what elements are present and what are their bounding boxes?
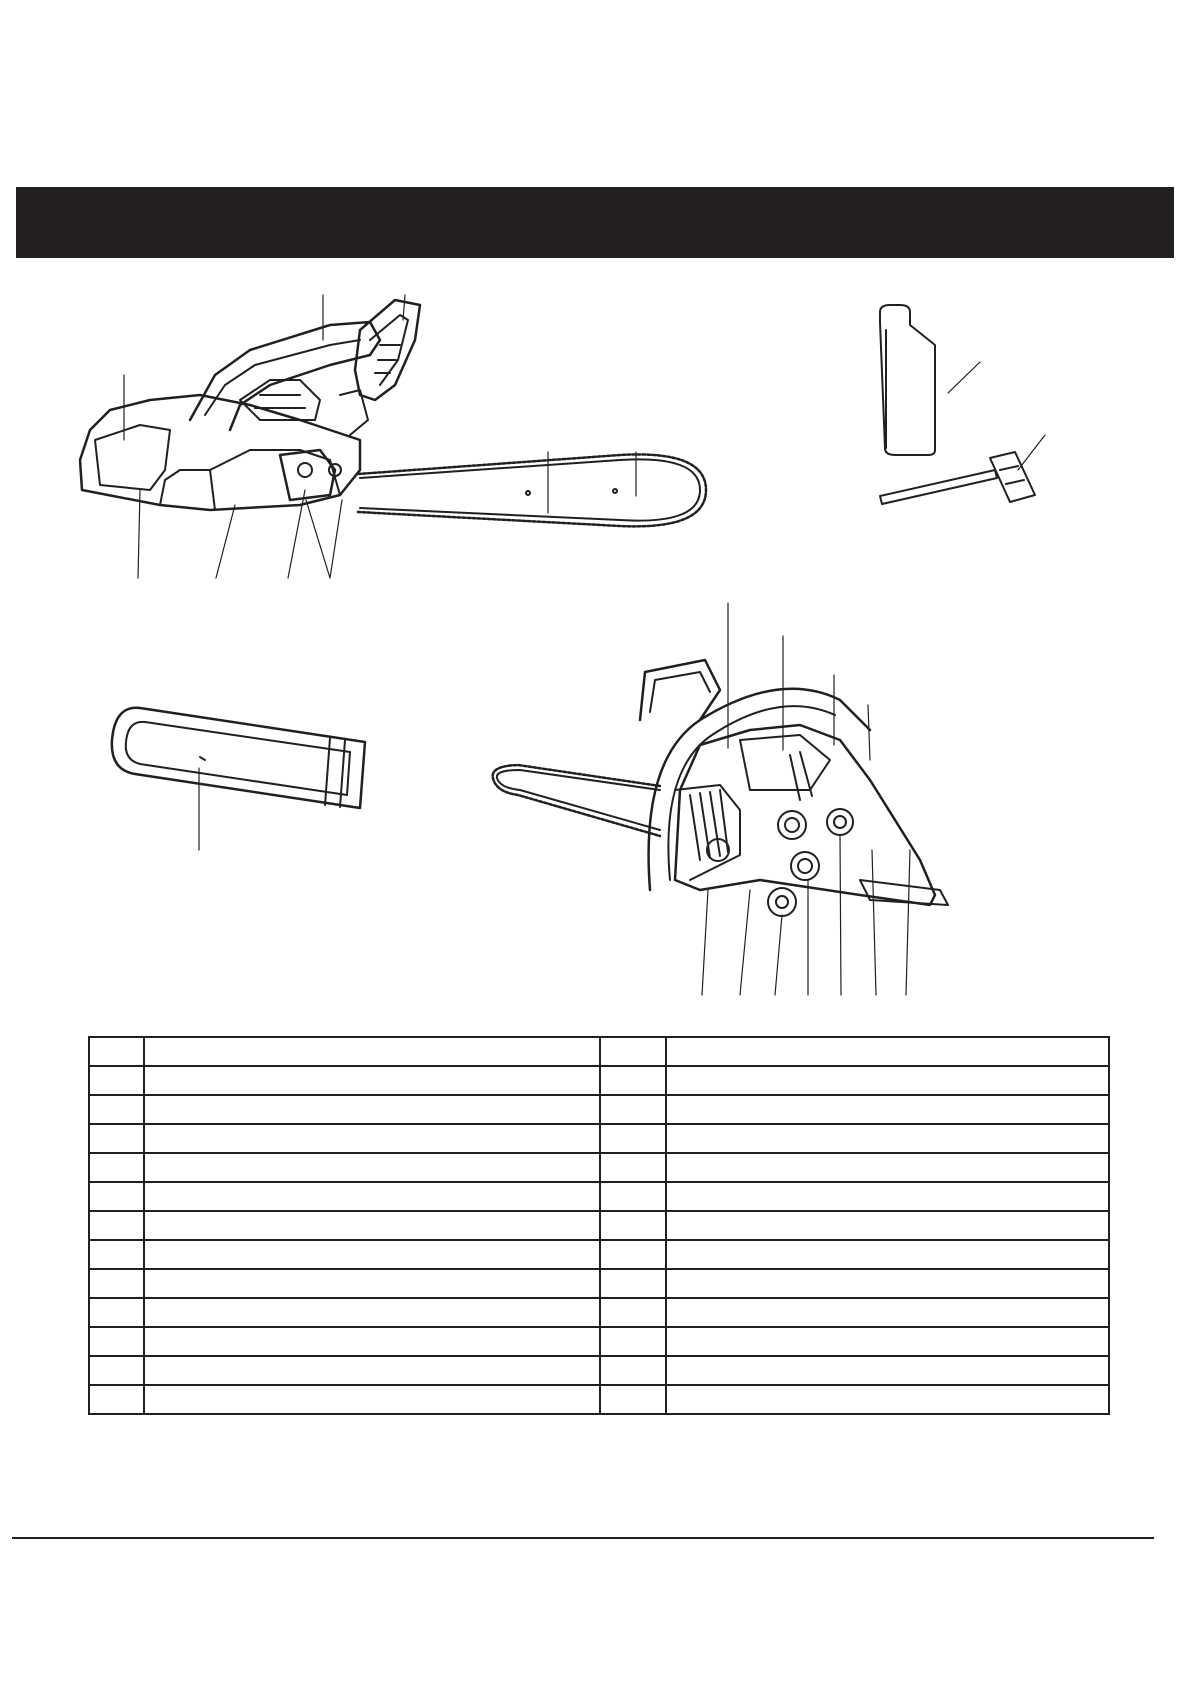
part-number-left <box>89 1240 144 1269</box>
part-number-left <box>89 1153 144 1182</box>
part-name-right <box>666 1095 1109 1124</box>
part-number-right <box>600 1182 666 1211</box>
table-row <box>89 1211 1109 1240</box>
part-name-left <box>144 1385 600 1414</box>
part-number-right <box>600 1298 666 1327</box>
table-row <box>89 1269 1109 1298</box>
part-name-left <box>144 1211 600 1240</box>
footer-rule <box>12 1537 1154 1539</box>
part-name-left <box>144 1298 600 1327</box>
part-number-right <box>600 1385 666 1414</box>
part-number-left <box>89 1211 144 1240</box>
part-number-right <box>600 1327 666 1356</box>
spark-plug-wrench-icon <box>880 435 1045 504</box>
chainsaw-left-view-icon <box>80 295 706 578</box>
parts-table <box>88 1036 1110 1415</box>
part-name-right <box>666 1356 1109 1385</box>
part-number-left <box>89 1385 144 1414</box>
part-name-left <box>144 1269 600 1298</box>
oil-bottle-icon <box>880 305 980 455</box>
part-number-left <box>89 1298 144 1327</box>
table-row <box>89 1327 1109 1356</box>
part-name-right <box>666 1182 1109 1211</box>
part-number-right <box>600 1356 666 1385</box>
guide-bar-cover-icon <box>112 708 365 850</box>
part-number-left <box>89 1066 144 1095</box>
part-name-right <box>666 1066 1109 1095</box>
part-number-right <box>600 1269 666 1298</box>
table-row <box>89 1153 1109 1182</box>
table-row <box>89 1066 1109 1095</box>
part-number-right <box>600 1211 666 1240</box>
part-name-right <box>666 1124 1109 1153</box>
part-number-left <box>89 1327 144 1356</box>
table-row <box>89 1240 1109 1269</box>
part-name-left <box>144 1095 600 1124</box>
part-name-right <box>666 1037 1109 1066</box>
part-name-right <box>666 1327 1109 1356</box>
table-row <box>89 1124 1109 1153</box>
part-name-right <box>666 1269 1109 1298</box>
table-row <box>89 1037 1109 1066</box>
table-row <box>89 1095 1109 1124</box>
part-number-right <box>600 1240 666 1269</box>
part-name-right <box>666 1153 1109 1182</box>
part-name-left <box>144 1153 600 1182</box>
part-number-right <box>600 1066 666 1095</box>
part-number-right <box>600 1124 666 1153</box>
part-name-left <box>144 1182 600 1211</box>
part-name-left <box>144 1240 600 1269</box>
part-number-right <box>600 1095 666 1124</box>
part-name-right <box>666 1240 1109 1269</box>
part-number-right <box>600 1037 666 1066</box>
part-number-left <box>89 1095 144 1124</box>
part-number-left <box>89 1037 144 1066</box>
part-number-left <box>89 1356 144 1385</box>
part-name-left <box>144 1327 600 1356</box>
part-number-right <box>600 1153 666 1182</box>
part-name-right <box>666 1298 1109 1327</box>
part-name-right <box>666 1211 1109 1240</box>
part-number-left <box>89 1182 144 1211</box>
part-name-left <box>144 1066 600 1095</box>
table-row <box>89 1182 1109 1211</box>
part-name-right <box>666 1385 1109 1414</box>
table-row <box>89 1385 1109 1414</box>
part-name-left <box>144 1356 600 1385</box>
chainsaw-right-view-icon <box>493 603 948 995</box>
part-number-left <box>89 1269 144 1298</box>
part-name-left <box>144 1124 600 1153</box>
part-number-left <box>89 1124 144 1153</box>
table-row <box>89 1356 1109 1385</box>
table-row <box>89 1298 1109 1327</box>
part-name-left <box>144 1037 600 1066</box>
